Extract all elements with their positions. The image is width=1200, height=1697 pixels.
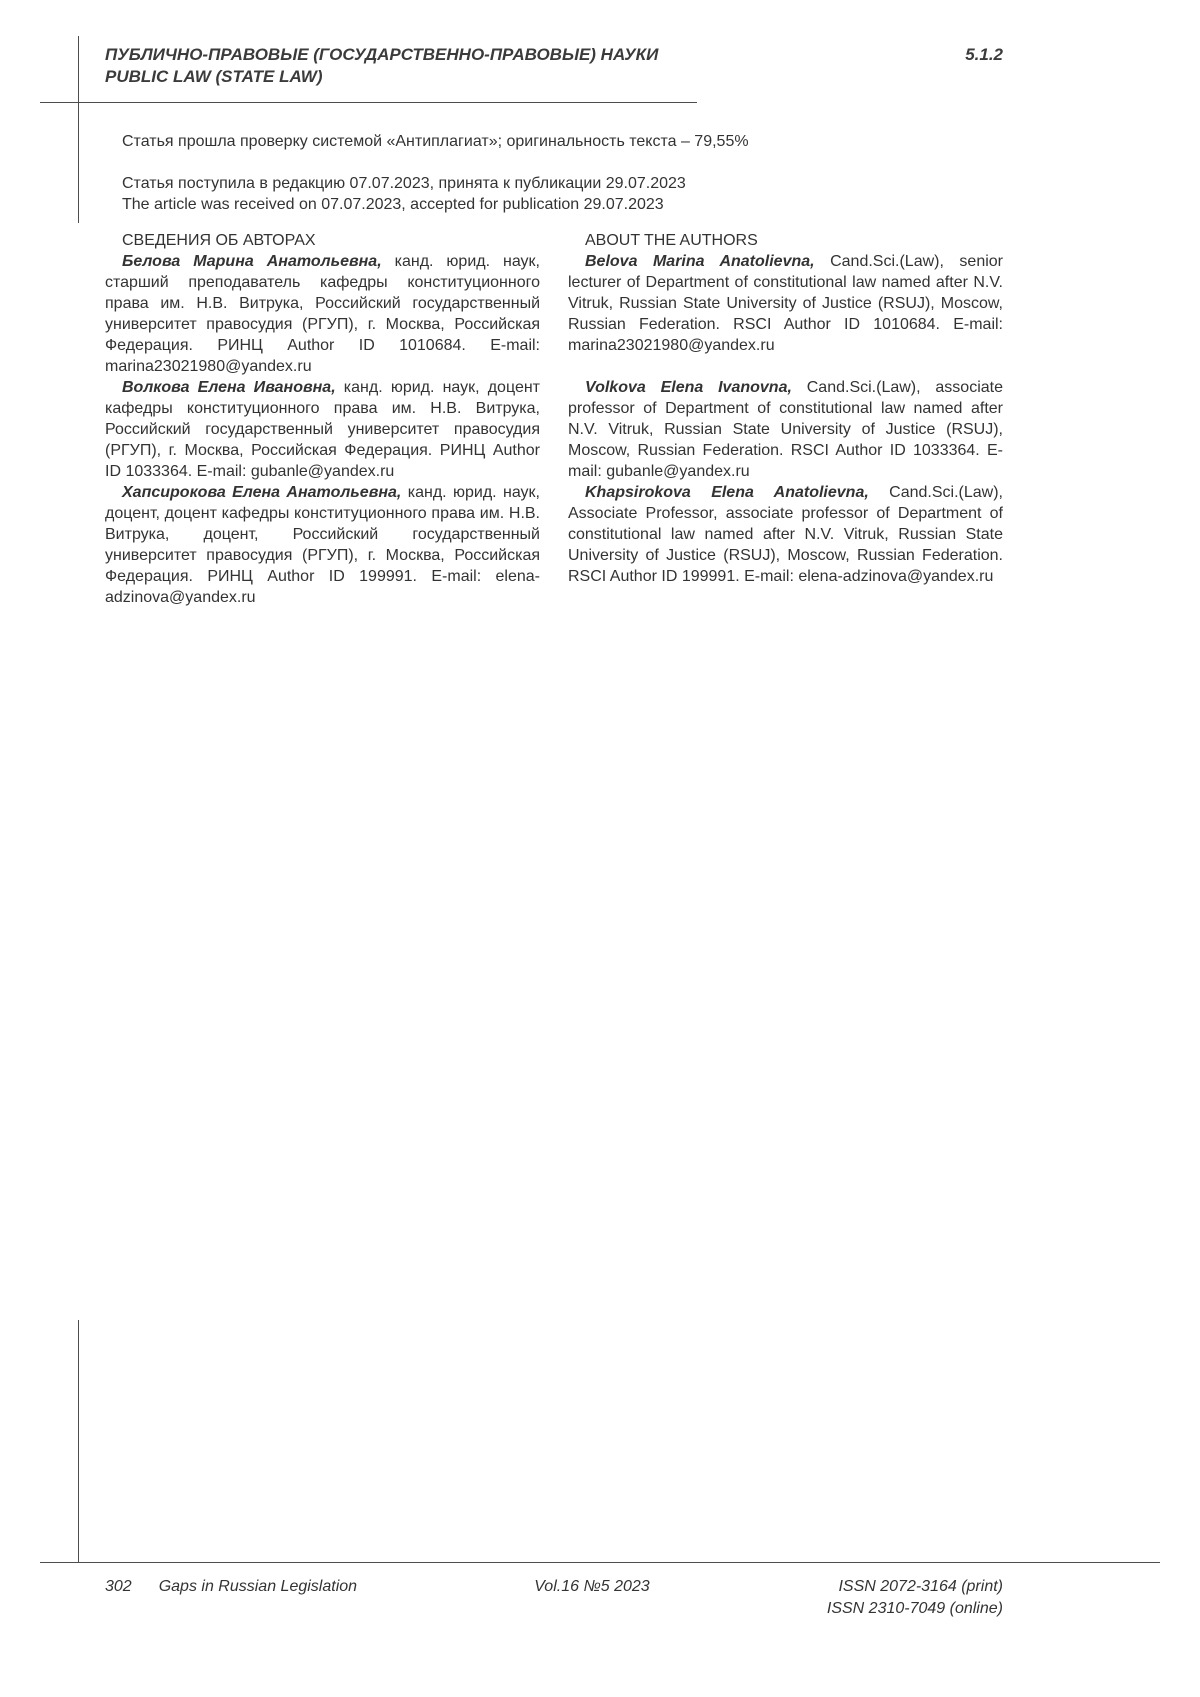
authors-en-heading: ABOUT THE AUTHORS [585, 232, 758, 249]
page-header [105, 44, 1003, 88]
author-details: Cand.Sci.(Law), Associate Professor, associate professor of Department of constitutional law named after N.V. Vitruk, Russian State University of Justice (RSUJ), Moscow, Russian Federation. RSCI Author ID 199991. E-mail: elena-adzinova@yandex.ru [568, 484, 1003, 585]
author-name: Khapsirokova Elena Anatolievna, [585, 484, 869, 501]
author-entry-ru-belova [105, 251, 540, 377]
author-name: Волкова Елена Ивановна, [122, 379, 336, 396]
rubric-en: PUBLIC LAW (STATE LAW) [105, 67, 323, 86]
rubric-ru: ПУБЛИЧНО-ПРАВОВЫЕ (ГОСУДАРСТВЕННО-ПРАВОВЫЕ) НАУКИ [105, 45, 659, 64]
rubric-block [105, 44, 658, 88]
author-name: Хапсирокова Елена Анатольевна, [122, 484, 402, 501]
received-date-ru: Статья поступила в редакцию 07.07.2023, принята к публикации 29.07.2023 [122, 175, 686, 192]
author-name: Belova Marina Anatolievna, [585, 253, 815, 270]
author-name: Volkova Elena Ivanovna, [585, 379, 792, 396]
issn-print: ISSN 2072-3164 (print) [838, 1578, 1003, 1595]
author-details: Cand.Sci.(Law), associate professor of Department of constitutional law named after N.V. Vitruk, Russian State University of Justice (RSUJ), Moscow, Russian Federation. RSCI Author ID 1033364. E-mail: gubanle@yandex.ru [568, 379, 1003, 480]
page-number: 302 [105, 1578, 132, 1595]
authors-section [105, 230, 1003, 608]
antiplagiat-note: Статья прошла проверку системой «Антиплагиат»; оригинальность текста – 79,55% [122, 133, 749, 150]
author-entry-ru-volkova [105, 377, 540, 482]
author-details: канд. юрид. наук, старший преподаватель кафедры конституционного права им. Н.В. Витрука, Российский государственный университет правосудия (РГУП), г. Москва, Российская Федерация. РИНЦ Author ID 1010684. E-mail: marina23021980@yandex.ru [105, 253, 540, 375]
author-details: канд. юрид. наук, доцент, доцент кафедры конституционного права им. Н.В. Витрука, доцент, Российский государственный университет правосудия (РГУП), г. Москва, Российская Федерация. РИНЦ Author ID 199991. E-mail: elena-adzinova@yandex.ru [105, 484, 540, 606]
volume-issue: Vol.16 №5 2023 [534, 1578, 650, 1595]
footer-left [105, 1576, 357, 1598]
specialty-code: 5.1.2 [965, 45, 1003, 64]
left-margin-rule-top [78, 36, 79, 223]
author-entry-ru-khapsirokova [105, 482, 540, 608]
header-rule [40, 102, 697, 103]
author-name: Белова Марина Анатольевна, [122, 253, 382, 270]
left-margin-rule-bottom [78, 1320, 79, 1563]
author-entry-en-belova [568, 251, 1003, 377]
received-date-en: The article was received on 07.07.2023, accepted for publication 29.07.2023 [122, 196, 664, 213]
author-entry-en-volkova [568, 377, 1003, 482]
issn-block [827, 1576, 1003, 1620]
intro-notes [105, 131, 1003, 215]
author-details: канд. юрид. наук, доцент кафедры конституционного права им. Н.В. Витрука, Российский государственный университет правосудия (РГУП), г. Москва, Российская Федерация. РИНЦ Author ID 1033364. E-mail: gubanle@yandex.ru [105, 379, 541, 480]
author-details: Cand.Sci.(Law), senior lecturer of Department of constitutional law named after N.V. Vitruk, Russian State University of Justice (RSUJ), Moscow, Russian Federation. RSCI Author ID 1010684. E-mail: marina23021980@yandex.ru [568, 253, 1003, 354]
journal-title: Gaps in Russian Legislation [158, 1578, 358, 1595]
issn-online: ISSN 2310-7049 (online) [826, 1600, 1003, 1617]
author-entry-en-khapsirokova [568, 482, 1003, 608]
page-footer [105, 1576, 1003, 1620]
footer-rule [40, 1562, 1160, 1563]
authors-ru-heading: СВЕДЕНИЯ ОБ АВТОРАХ [122, 232, 316, 249]
